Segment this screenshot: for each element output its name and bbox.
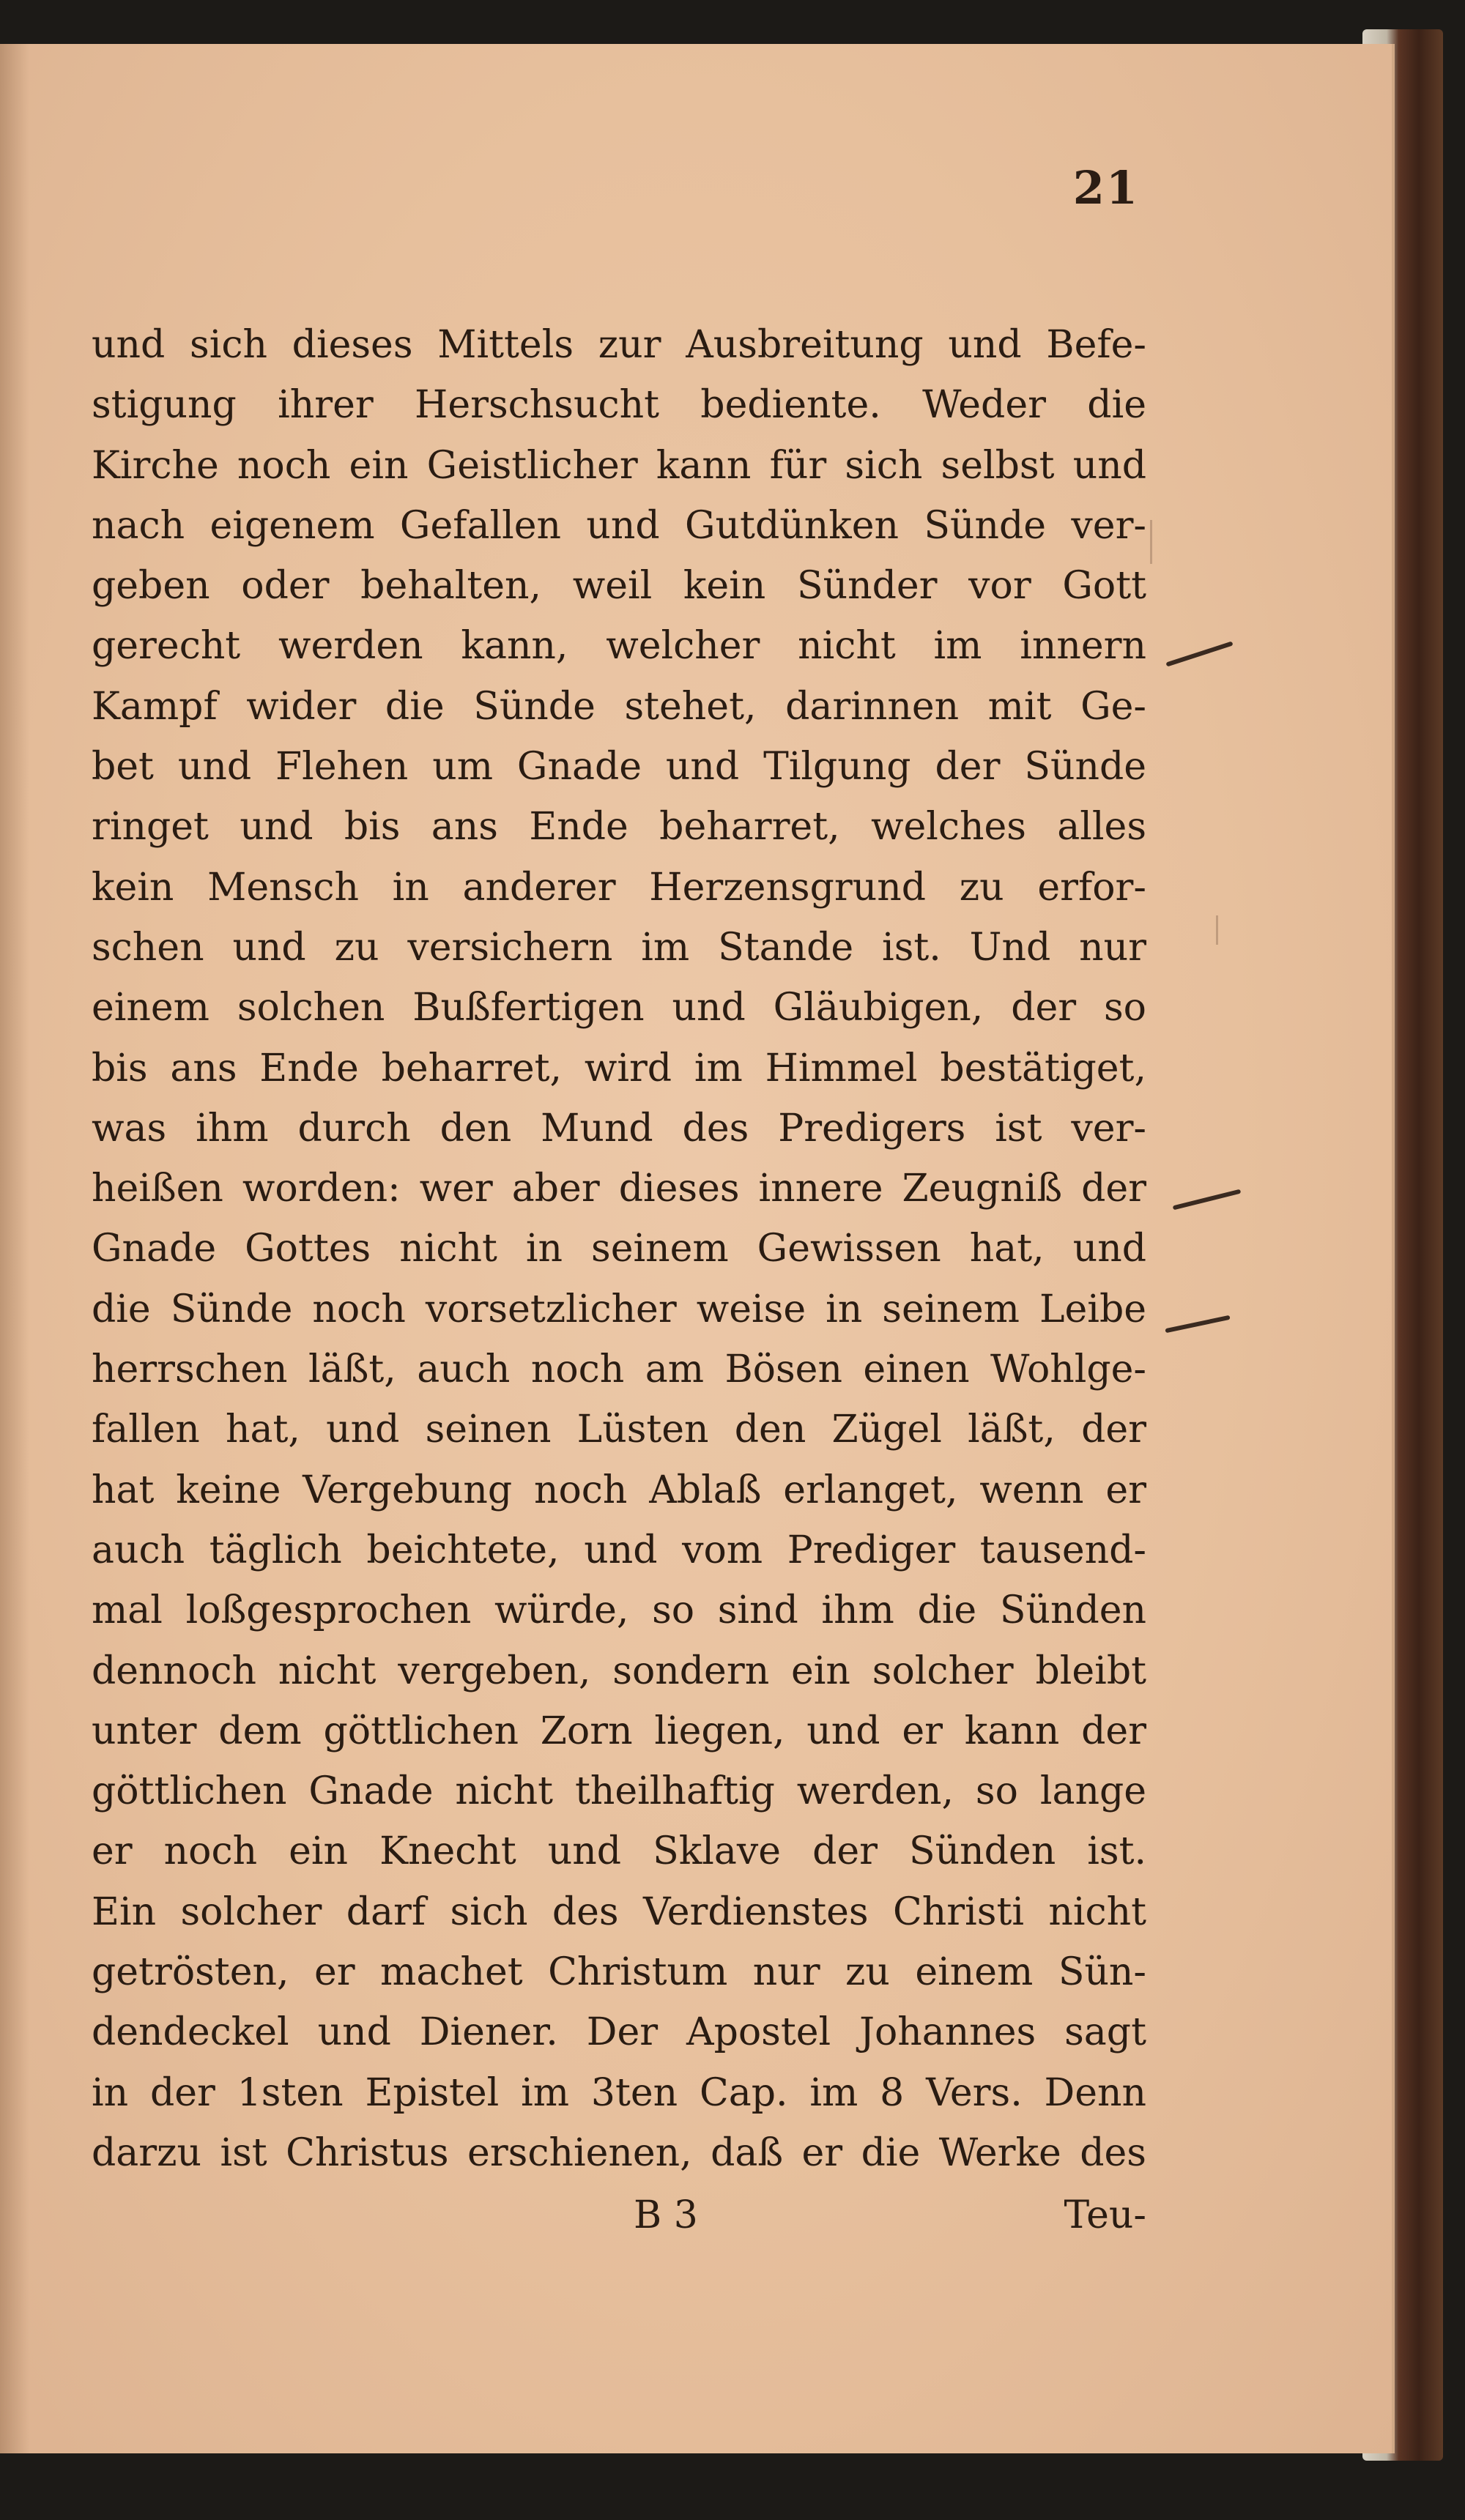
text-line: er noch ein Knecht und Sklave der Sünden ist. xyxy=(92,1829,1146,1874)
signature-mark: B 3 xyxy=(634,2193,698,2237)
text-line: Ein solcher darf sich des Verdienstes Christi nicht xyxy=(92,1889,1146,1934)
text-line: dennoch nicht vergeben, sondern ein solcher bleibt xyxy=(92,1649,1146,1693)
text-line: göttlichen Gnade nicht theilhaftig werden, so lange xyxy=(92,1769,1146,1814)
text-line: mal loßgesprochen würde, so sind ihm die Sünden xyxy=(92,1588,1146,1633)
text-line: dendeckel und Diener. Der Apostel Johannes sagt xyxy=(92,2010,1146,2055)
text-line: in der 1sten Epistel im 3ten Cap. im 8 Vers. Denn xyxy=(92,2070,1146,2115)
text-line: nach eigenem Gefallen und Gutdünken Sünde ver- xyxy=(92,503,1146,548)
text-line: geben oder behalten, weil kein Sünder vor Gott xyxy=(92,564,1146,609)
text-line: einem solchen Bußfertigen und Gläubigen, der so xyxy=(92,986,1146,1030)
text-line: und sich dieses Mittels zur Ausbreitung und Befe- xyxy=(92,323,1146,367)
body-text xyxy=(92,315,1146,2183)
text-line: Gnade Gottes nicht in seinem Gewissen hat, und xyxy=(92,1227,1146,1271)
text-line: hat keine Vergebung noch Ablaß erlanget, wenn er xyxy=(92,1468,1146,1512)
text-line: stigung ihrer Herschsucht bediente. Weder die xyxy=(92,383,1146,428)
text-line: schen und zu versichern im Stande ist. Und nur xyxy=(92,925,1146,970)
catchword: Teu- xyxy=(1064,2193,1146,2237)
text-line: getrösten, er machet Christum nur zu einem Sün- xyxy=(92,1950,1146,1995)
text-line: gerecht werden kann, welcher nicht im innern xyxy=(92,624,1146,669)
pencil-mark xyxy=(1165,641,1233,666)
pencil-mark xyxy=(1165,1315,1230,1334)
text-line: fallen hat, und seinen Lüsten den Zügel läßt, der xyxy=(92,1408,1146,1452)
text-line: ringet und bis ans Ende beharret, welches alles xyxy=(92,805,1146,850)
text-line: was ihm durch den Mund des Predigers ist ver- xyxy=(92,1106,1146,1151)
page-gutter-shadow xyxy=(0,44,29,2453)
text-line: bet und Flehen um Gnade und Tilgung der Sünde xyxy=(92,745,1146,789)
page-footer xyxy=(92,2193,1146,2252)
page-number: 21 xyxy=(1072,161,1139,215)
text-line: Kampf wider die Sünde stehet, darinnen mit Ge- xyxy=(92,684,1146,729)
text-line: unter dem göttlichen Zorn liegen, und er kann der xyxy=(92,1709,1146,1753)
text-line: heißen worden: wer aber dieses innere Zeugniß der xyxy=(92,1167,1146,1211)
text-line: Kirche noch ein Geistlicher kann für sich selbst und xyxy=(92,443,1146,488)
text-line: herrschen läßt, auch noch am Bösen einen Wohlge- xyxy=(92,1348,1146,1392)
book-page xyxy=(0,44,1395,2453)
text-line: die Sünde noch vorsetzlicher weise in seinem Leibe xyxy=(92,1287,1146,1331)
text-line: auch täglich beichtete, und vom Prediger tausend- xyxy=(92,1528,1146,1572)
text-line: bis ans Ende beharret, wird im Himmel bestätiget, xyxy=(92,1046,1146,1090)
faint-margin-mark xyxy=(1150,520,1152,564)
text-line: darzu ist Christus erschienen, daß er die Werke des xyxy=(92,2130,1146,2175)
faint-margin-mark xyxy=(1216,915,1218,945)
pencil-mark xyxy=(1173,1189,1242,1211)
text-line: kein Mensch in anderer Herzensgrund zu erfor- xyxy=(92,865,1146,910)
